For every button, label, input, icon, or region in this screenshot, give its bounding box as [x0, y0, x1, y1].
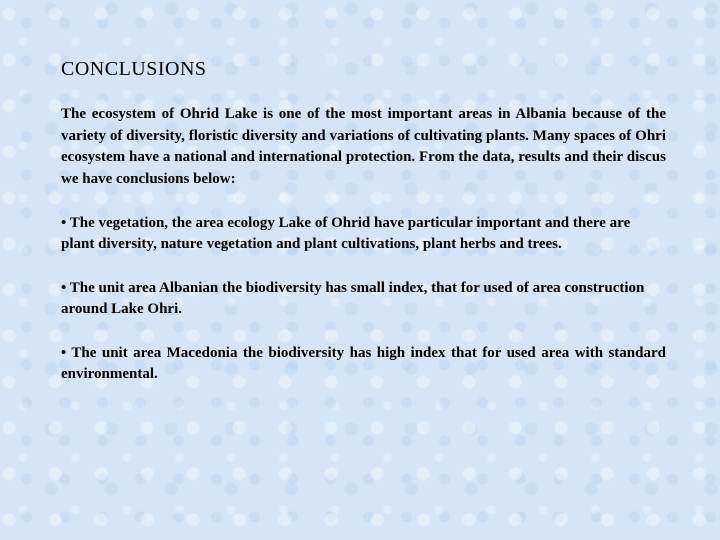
bullet-item: • The unit area Albanian the biodiversity has small index, that for used of area construction around Lake Ohri. — [61, 279, 645, 318]
intro-paragraph: The ecosystem of Ohrid Lake is one of the most important areas in Albania because of the variety of diversity, floristic diversity and variations of cultivating plants. Many spaces of Ohri ecosystem have a national and international protection. From the data, results and their discus we have conclusions below: — [61, 106, 666, 188]
bullet-item: • The unit area Macedonia the biodiversity has high index that for used area with standard environmental. — [61, 344, 666, 383]
slide-body — [61, 104, 666, 386]
bullet-item: • The vegetation, the area ecology Lake of Ohrid have particular important and there are plant diversity, nature vegetation and plant cultivations, plant herbs and trees. — [61, 214, 631, 253]
slide-title: CONCLUSIONS — [61, 58, 207, 80]
